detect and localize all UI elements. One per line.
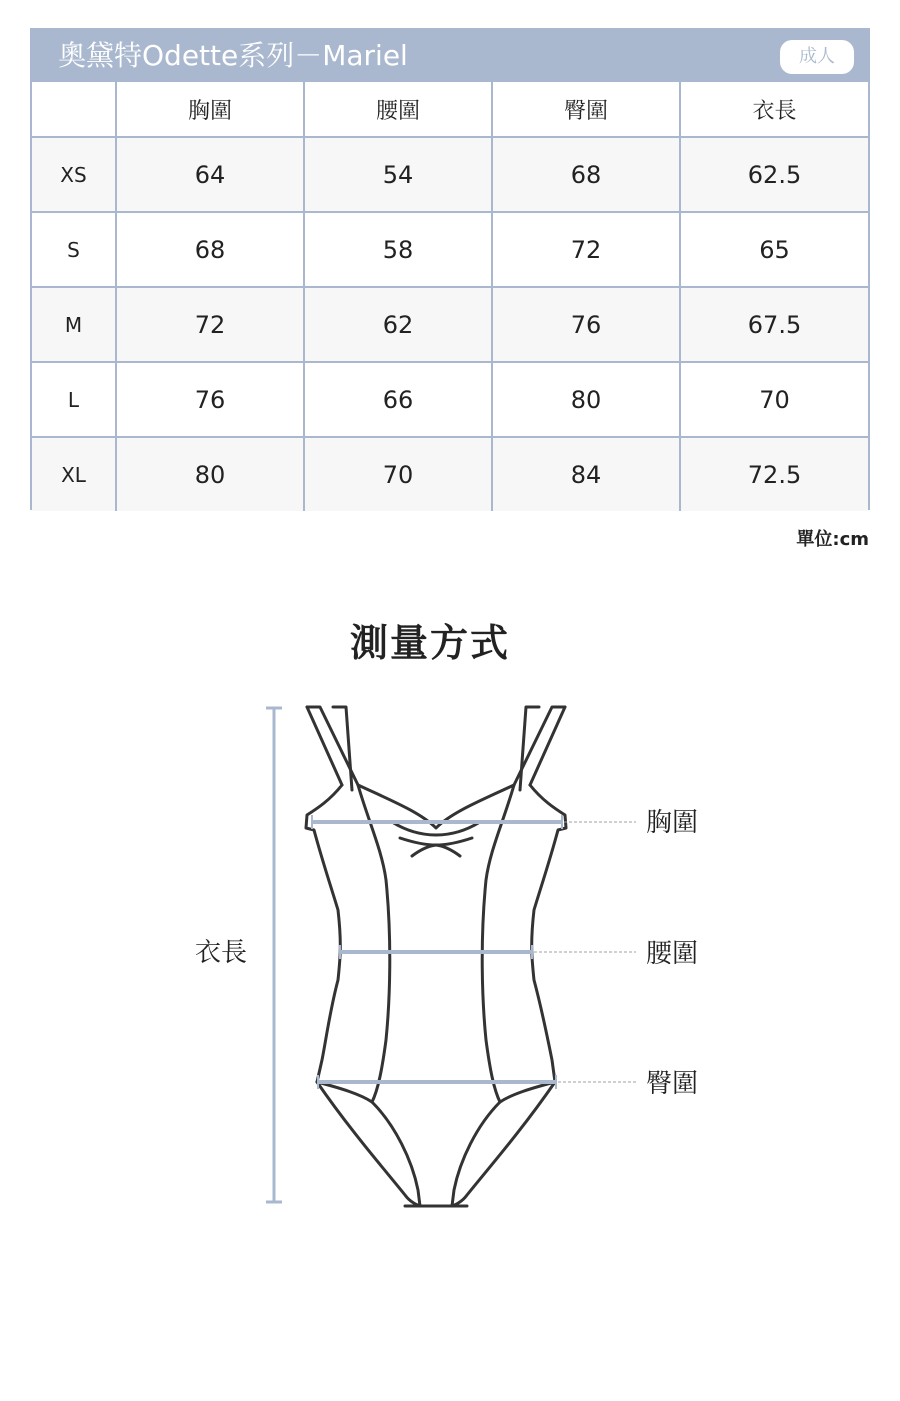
- length-ruler: [266, 708, 282, 1202]
- chest-label: 胸圍: [646, 808, 699, 838]
- waist-measure-line: [340, 945, 636, 959]
- table-cell: 68: [492, 137, 680, 212]
- table-cell: 76: [492, 287, 680, 362]
- table-cell: 65: [680, 212, 868, 287]
- table-cell: 70: [304, 437, 492, 511]
- table-cell: 67.5: [680, 287, 868, 362]
- table-cell: 84: [492, 437, 680, 511]
- size-label: S: [32, 212, 116, 287]
- column-header: 臀圍: [492, 82, 680, 137]
- table-cell: 62: [304, 287, 492, 362]
- table-cell: 76: [116, 362, 304, 437]
- table-cell: 72: [492, 212, 680, 287]
- size-label: XS: [32, 137, 116, 212]
- table-cell: 80: [492, 362, 680, 437]
- table-cell: 58: [304, 212, 492, 287]
- hip-measure-line: [318, 1075, 636, 1089]
- table-cell: 62.5: [680, 137, 868, 212]
- table-cell: 54: [304, 137, 492, 212]
- size-label: XL: [32, 437, 116, 511]
- table-cell: 66: [304, 362, 492, 437]
- card-title: 奧黛特Odette系列－Mariel: [58, 39, 408, 72]
- age-badge: 成人: [780, 40, 854, 74]
- table-cell: 70: [680, 362, 868, 437]
- unit-note: 單位:cm: [796, 529, 869, 550]
- column-header: 衣長: [680, 82, 868, 137]
- table-cell: 68: [116, 212, 304, 287]
- hip-label: 臀圍: [646, 1069, 699, 1099]
- table-cell: 80: [116, 437, 304, 511]
- table-cell: 72: [116, 287, 304, 362]
- leotard-outline: [306, 707, 566, 1206]
- size-label: L: [32, 362, 116, 437]
- measure-title: 測量方式: [349, 621, 510, 665]
- table-cell: 72.5: [680, 437, 868, 511]
- column-header: 腰圍: [304, 82, 492, 137]
- length-label: 衣長: [195, 938, 248, 968]
- waist-label: 腰圍: [646, 939, 699, 969]
- table-cell: 64: [116, 137, 304, 212]
- size-label: M: [32, 287, 116, 362]
- column-header: 胸圍: [116, 82, 304, 137]
